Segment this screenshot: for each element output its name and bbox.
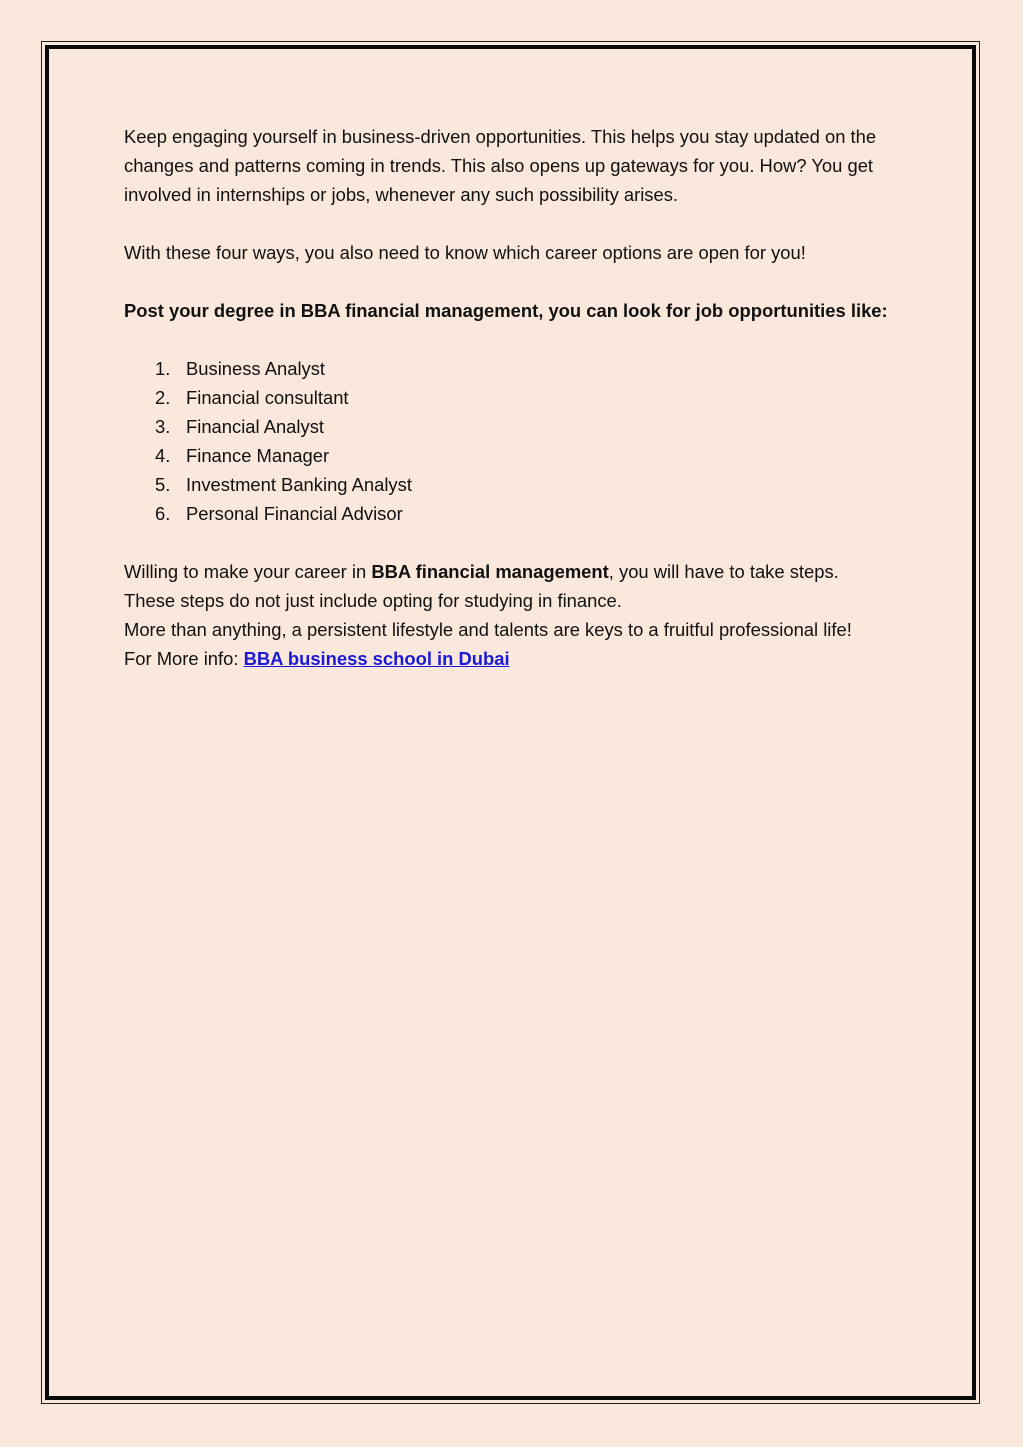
list-item-label: Financial consultant [186, 387, 349, 408]
list-item-number: 5. [155, 474, 171, 495]
list-item-label: Finance Manager [186, 445, 330, 466]
four-ways-paragraph: With these four ways, you also need to know which career options are open for you! [124, 242, 806, 263]
list-item [124, 470, 904, 499]
willing-bold-phrase: BBA financial management [371, 561, 609, 582]
list-item-number: 3. [155, 416, 171, 437]
list-item-number: 6. [155, 503, 171, 524]
list-item [124, 354, 904, 383]
list-item-number: 2. [155, 387, 171, 408]
willing-prefix: Willing to make your career in [124, 561, 372, 582]
job-list [124, 354, 904, 528]
list-item [124, 383, 904, 412]
spacer [124, 209, 904, 238]
list-item [124, 412, 904, 441]
list-item-label: Personal Financial Advisor [186, 503, 403, 524]
spacer [124, 325, 904, 354]
list-item-label: Investment Banking Analyst [186, 474, 412, 495]
list-item-label: Business Analyst [186, 358, 326, 379]
document-body [124, 122, 904, 673]
list-item-number: 1. [155, 358, 171, 379]
bba-business-school-link[interactable]: BBA business school in Dubai [243, 648, 510, 669]
more-info-prefix: For More info: [124, 648, 244, 669]
job-opportunities-heading: Post your degree in BBA financial management, you can look for job opportunities like: [124, 300, 888, 321]
spacer [124, 528, 904, 557]
intro-paragraph: Keep engaging yourself in business-driven opportunities. This helps you stay updated on the changes and patterns coming in trends. This also opens up gateways for you. How? You get involved in internships or jobs, whenever any such possibility arises. [124, 126, 877, 205]
willing-suffix: , you will have to take steps. [608, 561, 839, 582]
lifestyle-line: More than anything, a persistent lifestyle and talents are keys to a fruitful professional life! [124, 619, 852, 640]
list-item [124, 499, 904, 528]
list-item-number: 4. [155, 445, 171, 466]
willing-paragraph [124, 557, 904, 586]
list-item-label: Financial Analyst [186, 416, 325, 437]
list-item [124, 441, 904, 470]
steps-line: These steps do not just include opting for studying in finance. [124, 590, 622, 611]
spacer [124, 267, 904, 296]
more-info-line [124, 644, 904, 673]
